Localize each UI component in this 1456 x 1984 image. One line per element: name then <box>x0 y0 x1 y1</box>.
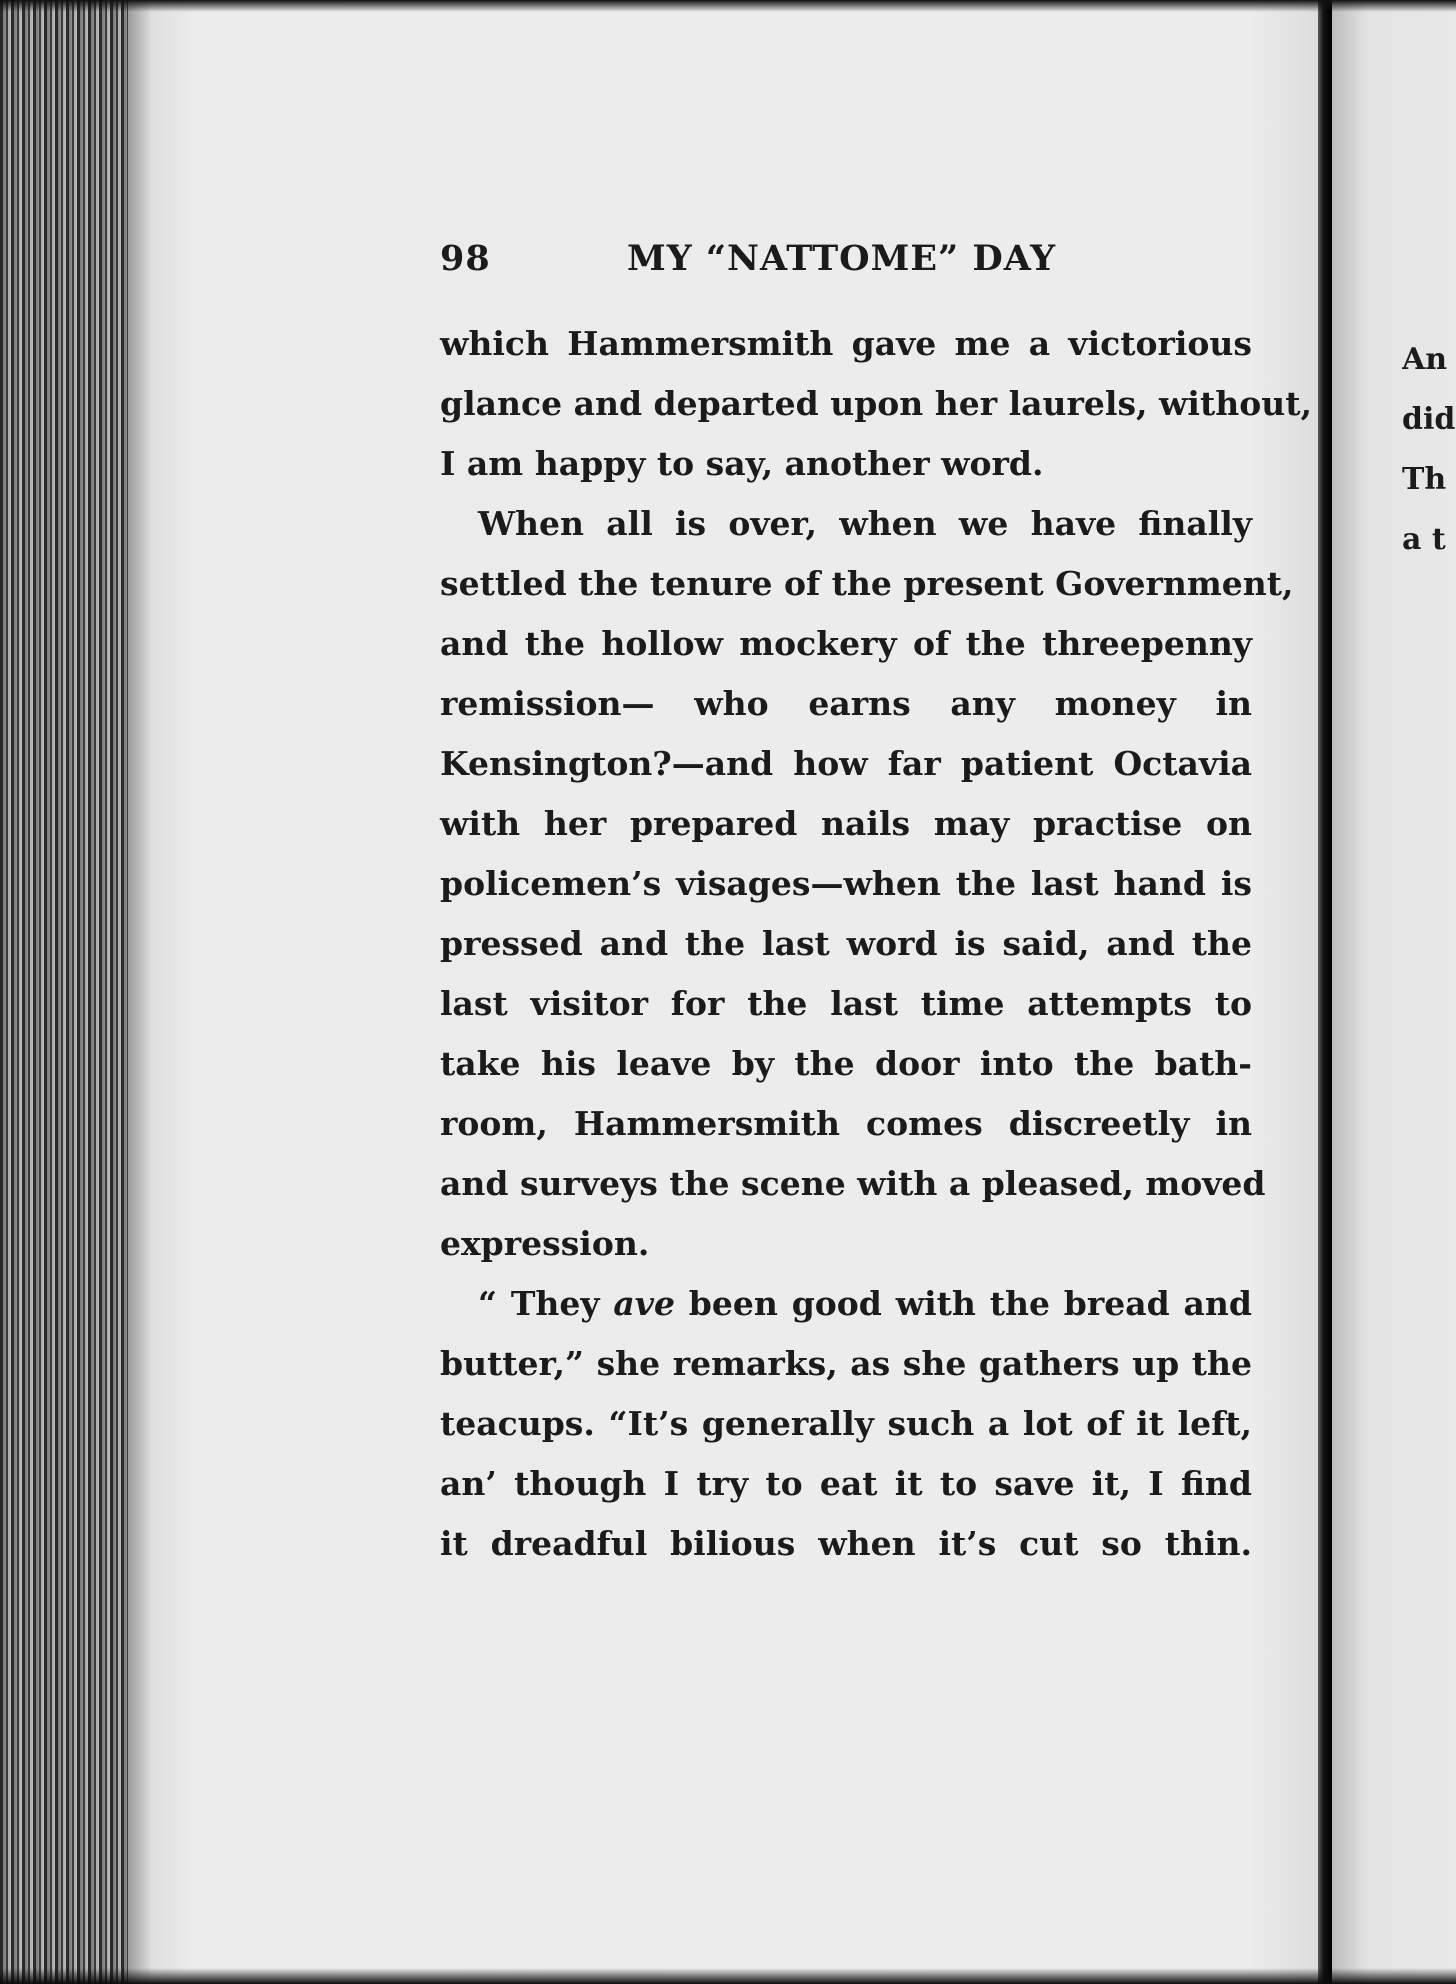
text-line: and surveys the scene with a pleased, moved <box>440 1164 1266 1203</box>
facing-text-line: An <box>1402 342 1448 377</box>
running-head <box>440 238 1140 288</box>
body-text <box>440 314 1312 1574</box>
running-title: MY “NATTOME” DAY <box>627 238 1057 279</box>
facing-text-line: Th <box>1402 462 1447 497</box>
text-line: and the hollow mockery of the threepenny <box>440 624 1252 663</box>
text-segment: been good with the bread and <box>674 1284 1252 1323</box>
facing-text-line: a t <box>1402 522 1446 557</box>
text-line: last visitor for the last time attempts to <box>440 984 1252 1023</box>
text-line: settled the tenure of the present Government, <box>440 564 1294 603</box>
text-line: policemen’s visages—when the last hand is <box>440 864 1252 903</box>
text-line: room, Hammersmith comes discreetly in <box>440 1104 1252 1143</box>
text-line: with her prepared nails may practise on <box>440 804 1252 843</box>
text-line: remission— who earns any money in <box>440 684 1252 723</box>
text-line: it dreadful bilious when it’s cut so thin. <box>440 1524 1252 1563</box>
text-segment: “ They <box>478 1284 614 1323</box>
text-line-with-italic <box>440 1274 1252 1334</box>
page-number: 98 <box>440 238 491 279</box>
italic-word: ave <box>613 1284 675 1323</box>
text-line: expression. <box>440 1224 650 1263</box>
page-edge-stack <box>0 0 150 1984</box>
facing-page <box>1332 0 1456 1984</box>
scan-bottom-edge <box>0 1968 1456 1984</box>
book-gutter <box>1318 0 1332 1984</box>
text-line: teacups. “It’s generally such a lot of it left, <box>440 1404 1252 1443</box>
text-line: which Hammersmith gave me a victorious <box>440 324 1252 363</box>
facing-text-line: did <box>1402 402 1456 437</box>
text-line: I am happy to say, another word. <box>440 444 1044 483</box>
text-line: pressed and the last word is said, and the <box>440 924 1252 963</box>
text-line: take his leave by the door into the bath- <box>440 1044 1252 1083</box>
facing-page-text <box>1402 330 1456 570</box>
text-line: When all is over, when we have finally <box>478 504 1252 543</box>
scan-top-edge <box>0 0 1456 12</box>
text-line: Kensington?—and how far patient Octavia <box>440 744 1252 783</box>
text-line: butter,” she remarks, as she gathers up the <box>440 1344 1252 1383</box>
text-line: glance and departed upon her laurels, without, <box>440 384 1312 423</box>
text-line: an’ though I try to eat it to save it, I find <box>440 1464 1252 1503</box>
